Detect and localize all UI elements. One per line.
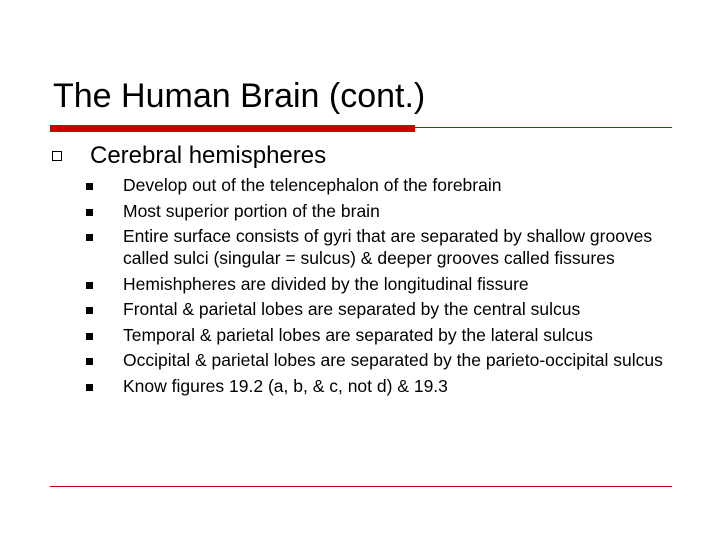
bottom-divider <box>50 486 672 487</box>
solid-square-bullet-icon <box>86 282 93 289</box>
sub-bullet-text: Develop out of the telencephalon of the forebrain <box>123 175 502 195</box>
solid-square-bullet-icon <box>86 234 93 241</box>
sub-bullet-item <box>86 273 686 295</box>
sub-bullet-item <box>86 225 686 269</box>
main-bullet-text: Cerebral hemispheres <box>90 142 327 169</box>
solid-square-bullet-icon <box>86 307 93 314</box>
sub-bullet-item <box>86 375 686 397</box>
sub-bullet-text: Temporal & parietal lobes are separated by the lateral sulcus <box>123 324 593 345</box>
sub-bullet-text: Frontal & parietal lobes are separated by the central sulcus <box>123 299 581 319</box>
slide-title: The Human Brain (cont.) <box>53 77 426 115</box>
title-underline-thin <box>415 127 672 128</box>
sub-bullet-text: Occipital & parietal lobes are separated by the parieto-occipital sulcus <box>123 350 663 370</box>
solid-square-bullet-icon <box>86 384 93 391</box>
hollow-square-bullet-icon <box>52 151 62 161</box>
sub-bullet-text: Know figures 19.2 (a, b, & c, not d) & 19.3 <box>123 375 448 396</box>
sub-bullet-item <box>86 174 686 196</box>
sub-bullet-item <box>86 324 686 346</box>
sub-bullet-text: Most superior portion of the brain <box>123 200 380 221</box>
sub-bullet-text: Entire surface consists of gyri that are separated by shallow grooves called sulci (singular = sulcus) & deeper grooves called fissures <box>123 226 653 268</box>
sub-bullet-item <box>86 349 686 371</box>
sub-bullet-list <box>86 174 686 400</box>
main-bullet-item <box>52 140 326 172</box>
solid-square-bullet-icon <box>86 183 93 190</box>
title-underline-thick <box>50 125 415 132</box>
sub-bullet-item <box>86 298 686 320</box>
sub-bullet-item <box>86 200 686 222</box>
solid-square-bullet-icon <box>86 358 93 365</box>
sub-bullet-text: Hemishpheres are divided by the longitudinal fissure <box>123 273 529 294</box>
solid-square-bullet-icon <box>86 209 93 216</box>
solid-square-bullet-icon <box>86 333 93 340</box>
